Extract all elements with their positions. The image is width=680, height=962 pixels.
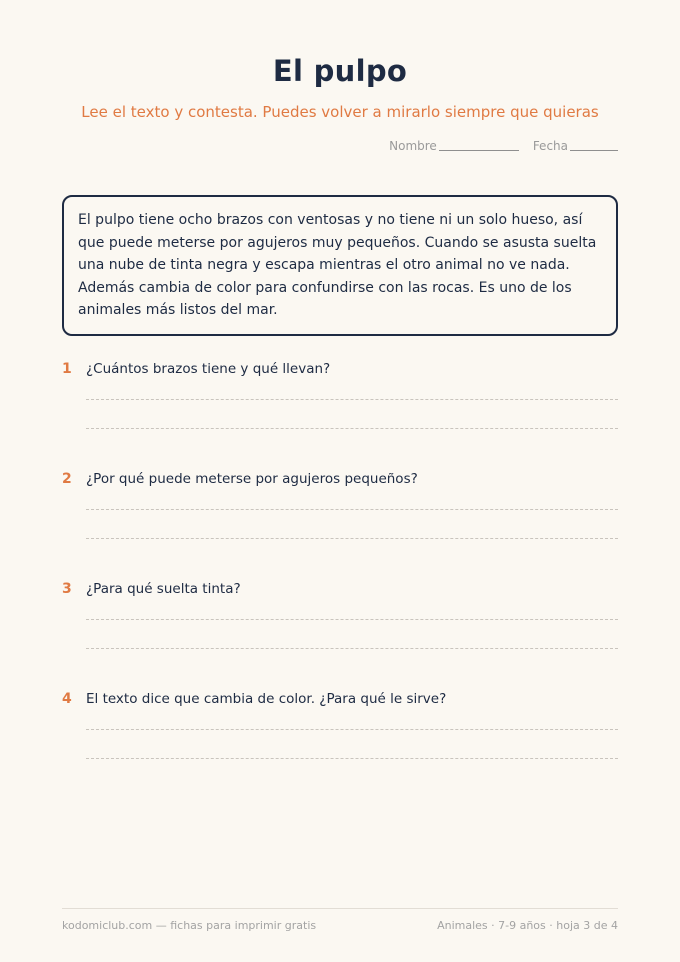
question-row xyxy=(62,471,618,487)
question-text: ¿Por qué puede meterse por agujeros pequeños? xyxy=(86,470,418,487)
name-blank-line[interactable] xyxy=(439,149,519,151)
question-text: ¿Para qué suelta tinta? xyxy=(86,580,241,597)
question-text: ¿Cuántos brazos tiene y qué llevan? xyxy=(86,360,331,377)
answer-line[interactable] xyxy=(86,509,618,510)
question-item xyxy=(62,581,618,649)
question-row xyxy=(62,361,618,377)
question-number: 1 xyxy=(62,360,72,377)
date-blank-line[interactable] xyxy=(570,149,618,151)
answer-line[interactable] xyxy=(86,648,618,649)
question-number: 2 xyxy=(62,470,72,487)
question-item xyxy=(62,691,618,759)
answer-line[interactable] xyxy=(86,758,618,759)
page-title: El pulpo xyxy=(272,54,408,88)
answer-line[interactable] xyxy=(86,538,618,539)
answer-line[interactable] xyxy=(86,729,618,730)
date-label: Fecha xyxy=(532,139,568,153)
footer-site-text: kodomiclub.com — fichas para imprimir gratis xyxy=(62,919,317,932)
answer-line[interactable] xyxy=(86,428,618,429)
question-row xyxy=(62,581,618,597)
question-row xyxy=(62,691,618,707)
instructions-subtitle: Lee el texto y contesta. Puedes volver a mirarlo siempre que quieras xyxy=(81,103,599,121)
reading-text-box: El pulpo tiene ocho brazos con ventosas y no tiene ni un solo hueso, así que puede meterse por agujeros muy pequeños. Cuando se asusta suelta una nube de tinta negra y escapa mientras el otro animal no ve nada. Además cambia de color para confundirse con las rocas. Es uno de los animales más listos del mar. xyxy=(62,195,618,336)
question-item xyxy=(62,361,618,429)
footer-sheet-info: Animales · 7-9 años · hoja 3 de 4 xyxy=(437,919,618,932)
answer-line[interactable] xyxy=(86,619,618,620)
questions-list xyxy=(62,361,618,759)
page-footer xyxy=(62,908,618,932)
question-number: 3 xyxy=(62,580,72,597)
question-number: 4 xyxy=(62,690,72,707)
student-info-row xyxy=(62,139,618,153)
answer-line[interactable] xyxy=(86,399,618,400)
question-item xyxy=(62,471,618,539)
question-text: El texto dice que cambia de color. ¿Para qué le sirve? xyxy=(86,690,447,707)
name-label: Nombre xyxy=(389,139,437,153)
